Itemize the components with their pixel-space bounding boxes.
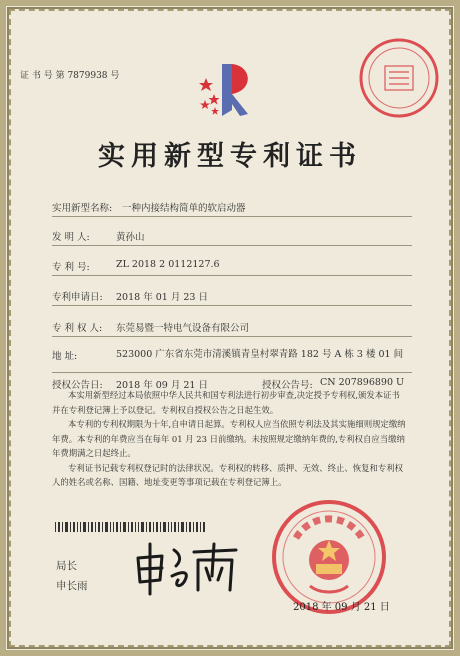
field-label: 授权公告日: bbox=[52, 380, 103, 391]
divider bbox=[52, 245, 412, 246]
field-label: 专利申请日: bbox=[52, 292, 103, 303]
field-value: 523000 广东省东莞市清溪镇青皇村翠青路 182 号 A 栋 3 楼 01 间 bbox=[116, 349, 404, 360]
divider bbox=[52, 216, 412, 217]
divider bbox=[52, 305, 412, 306]
field-value: 2018 年 01 月 23 日 bbox=[116, 292, 208, 303]
field-value: ZL 2018 2 0112127.6 bbox=[116, 259, 220, 270]
certificate-number: 证 书 号 第 7879938 号 bbox=[20, 71, 120, 81]
director-name: 申长雨 bbox=[56, 580, 88, 592]
announcement-number-label: 授权公告号: bbox=[262, 380, 313, 391]
divider bbox=[52, 336, 412, 337]
certificate-body bbox=[52, 388, 408, 490]
divider bbox=[52, 372, 412, 373]
director-title: 局长 bbox=[56, 560, 77, 572]
cnipa-logo-icon bbox=[196, 60, 260, 120]
field-label: 专 利 号: bbox=[52, 262, 90, 273]
field-patentee bbox=[52, 320, 250, 334]
issue-date: 2018 年 09 月 21 日 bbox=[293, 602, 390, 613]
field-inventor bbox=[52, 229, 145, 243]
body-paragraph: 本实用新型经过本局依照中华人民共和国专利法进行初步审查,决定授予专利权,颁发本证书并在专利登记簿上予以登记。专利权自授权公告之日起生效。 bbox=[52, 390, 400, 415]
field-patent-number bbox=[52, 259, 220, 273]
field-value: 黄孙山 bbox=[116, 232, 145, 243]
field-value: 2018 年 09 月 21 日 bbox=[116, 380, 208, 391]
field-label: 专 利 权 人: bbox=[52, 323, 103, 334]
field-application-date bbox=[52, 289, 208, 303]
seal-stamp-icon bbox=[357, 36, 441, 120]
certificate-title: 实用新型专利证书 bbox=[98, 141, 362, 172]
field-address bbox=[52, 348, 404, 362]
field-value: 东莞易暨一特电气设备有限公司 bbox=[116, 323, 250, 334]
field-value: 一种内接结构简单的软启动器 bbox=[122, 203, 246, 214]
field-label: 地 址: bbox=[52, 351, 78, 362]
field-label: 实用新型名称: bbox=[52, 203, 113, 214]
signature-icon bbox=[132, 536, 242, 598]
divider bbox=[52, 275, 412, 276]
body-paragraph: 本专利的专利权期限为十年,自申请日起算。专利权人应当依照专利法及其实施细则规定缴纳年费。本专利的年费应当在每年 01 月 23 日前缴纳。未按照规定缴纳年费的,专利权自应当缴纳年费期满之日起终止。 bbox=[52, 419, 406, 458]
field-utility-model-name bbox=[52, 200, 246, 214]
announcement-number-value: CN 207896890 U bbox=[320, 377, 405, 388]
field-label: 发 明 人: bbox=[52, 232, 90, 243]
body-paragraph: 专利证书记载专利权登记时的法律状况。专利权的转移、质押、无效、终止、恢复和专利权人的姓名或名称、国籍、地址变更等事项记载在专利登记簿上。 bbox=[52, 462, 403, 487]
barcode-icon bbox=[55, 522, 205, 532]
